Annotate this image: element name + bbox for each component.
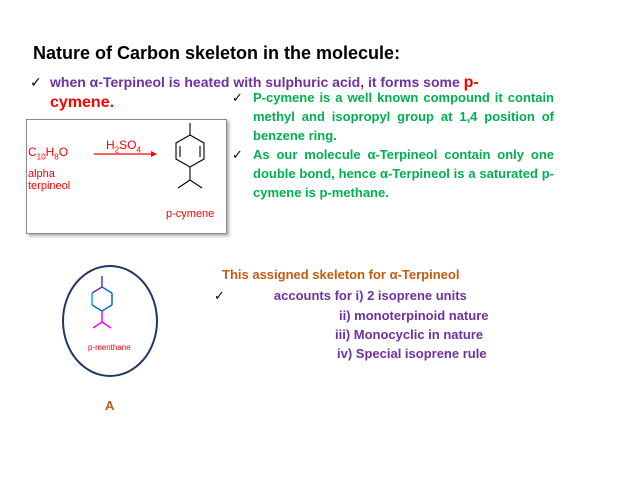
- point-item: [230, 88, 554, 145]
- accounts-text: accounts for i) 2 isoprene units: [273, 288, 467, 303]
- checkmark-icon: ✓: [232, 147, 243, 162]
- p-menthane-structure-circle: [62, 265, 158, 377]
- reaction-scheme-box: [26, 119, 227, 234]
- reactant-formula: $C_{10}H_8O$: [28, 145, 69, 162]
- intro-text: when α-Terpineol is heated with sulphuric acid, it forms some: [50, 74, 464, 90]
- p-cymene-structure: [176, 123, 204, 188]
- checkmark-icon: ✓: [214, 288, 225, 303]
- intro-highlight-p: p-: [463, 74, 479, 91]
- intro-highlight-cymene: cymene.: [50, 94, 115, 111]
- reaction-arrow: [94, 151, 157, 157]
- point-text: As our molecule α-Terpineol contain only one double bond, hence α-Terpineol is a saturated p-cymene is p-methane.: [253, 147, 554, 200]
- p-menthane-skeleton: [64, 267, 156, 375]
- cymene-points-list: [230, 88, 554, 202]
- checkmark-icon: ✓: [232, 90, 243, 105]
- roman-item-iii: iii) Monocyclic in nature: [335, 327, 484, 342]
- product-label: p-cymene: [166, 208, 215, 220]
- reagent-formula: $H_2SO_4$: [106, 138, 141, 155]
- point-item: [230, 145, 554, 202]
- slide-title: Nature of Carbon skeleton in the molecule:: [33, 43, 401, 63]
- roman-item-ii: ii) monoterpinoid nature: [339, 308, 489, 323]
- roman-item-iv: iv) Special isoprene rule: [337, 346, 487, 361]
- checkmark-icon: ✓: [30, 74, 42, 90]
- figure-letter: A: [105, 398, 115, 413]
- skeleton-heading: This assigned skeleton for α-Terpineol: [222, 267, 460, 282]
- p-menthane-label: p-menthane: [88, 343, 131, 352]
- point-text: P-cymene is a well known compound it contain methyl and isopropyl group at 1,4 position of benzene ring.: [253, 90, 554, 143]
- reactant-name: alpha terpineol: [28, 168, 71, 192]
- accounts-line: [214, 288, 467, 304]
